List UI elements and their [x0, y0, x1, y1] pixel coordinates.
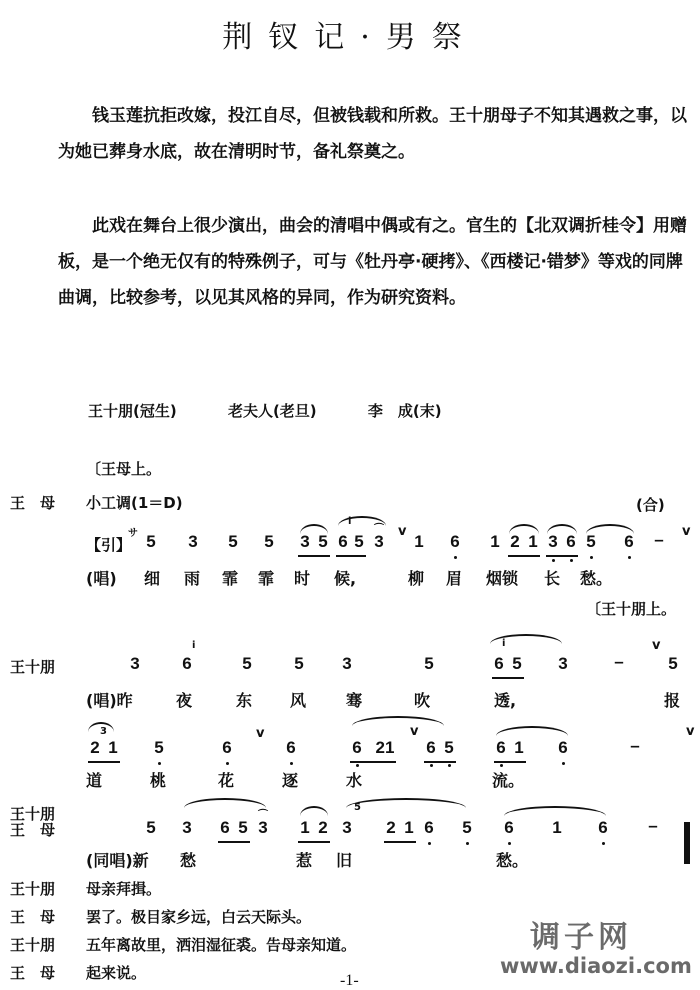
lyric: 水 — [346, 771, 363, 790]
low-octave-dot — [448, 764, 451, 767]
dash: – — [648, 816, 658, 835]
note: 1 — [300, 818, 310, 837]
intro-paragraph-2: 此戏在舞台上很少演出，曲会的清唱中偶或有之。官生的【北双调折桂令】用赠板，是一个绝无仅有的特殊例子，可与《牡丹亭·硬拷》、《西楼记·错梦》等戏的同牌曲调，比较参考，以见其风格的异同，作为研究资料。 — [58, 216, 687, 308]
cast-member: 老夫人(老旦) — [227, 402, 317, 420]
note: 5 — [242, 654, 252, 673]
note: 5 — [444, 738, 454, 757]
note: 1 — [414, 532, 424, 551]
note: 1 — [404, 818, 414, 837]
note: 6 — [222, 738, 232, 757]
dialog-line: 五年离故里，洒泪湿征裘。告母亲知道。 — [86, 936, 357, 954]
low-octave-dot — [356, 764, 359, 767]
low-octave-dot — [590, 556, 593, 559]
note: 5 — [318, 532, 328, 551]
lyric: 东 — [236, 691, 253, 710]
lyric: 骞 — [346, 691, 363, 710]
low-octave-dot — [428, 842, 431, 845]
dialog-role: 王十朋 — [10, 936, 56, 954]
underline — [350, 761, 396, 763]
lyric: (同唱)新 — [86, 851, 149, 870]
role-label: 王十朋 — [10, 658, 56, 676]
note: 6 — [338, 532, 348, 551]
underline — [88, 761, 120, 763]
note: 6 — [624, 532, 634, 551]
note: 3 — [182, 818, 192, 837]
low-octave-dot — [552, 559, 555, 562]
note: 6 — [504, 818, 514, 837]
note: 1 — [528, 532, 538, 551]
lyric: 旧 — [336, 851, 353, 870]
slur — [504, 806, 606, 816]
note: 1 — [108, 738, 118, 757]
slur — [300, 806, 328, 816]
underline — [494, 761, 526, 763]
slur — [352, 716, 444, 726]
breath-mark: v — [652, 638, 661, 653]
note: 5 — [354, 532, 364, 551]
lyric: 雨 — [184, 569, 201, 588]
underline — [298, 555, 330, 557]
grace-note: 3 — [100, 726, 107, 737]
lyric: 流。 — [492, 771, 525, 790]
underline — [546, 555, 578, 557]
breath-mark: v — [398, 524, 407, 539]
low-octave-dot — [158, 762, 161, 765]
slur — [300, 524, 328, 534]
note: 5 — [586, 532, 596, 551]
note: 3 — [558, 654, 568, 673]
note: 5 — [228, 532, 238, 551]
note: 3 — [258, 818, 268, 837]
note: 5 — [154, 738, 164, 757]
stage-direction: 〔王十朋上。 — [586, 600, 677, 618]
note: 5 — [424, 654, 434, 673]
low-octave-dot — [290, 762, 293, 765]
lyric: 夜 — [176, 691, 193, 710]
underline — [492, 677, 524, 679]
note: 3 — [374, 532, 384, 551]
lyric: 报 — [664, 691, 681, 710]
slur — [547, 524, 577, 534]
note: 5 — [668, 654, 678, 673]
lyric: 烟锁 — [486, 569, 519, 588]
note: 3 — [342, 818, 352, 837]
note: 2 — [386, 818, 396, 837]
lyric: 风 — [290, 691, 307, 710]
note: 5 — [238, 818, 248, 837]
underline — [298, 841, 330, 843]
underline — [218, 841, 250, 843]
lyric: 愁。 — [496, 851, 529, 870]
note: 1 — [514, 738, 524, 757]
note: 6 — [424, 818, 434, 837]
note: 6 — [494, 654, 504, 673]
lyric: 逐 — [282, 771, 299, 790]
watermark-url: www.diaozi.com — [500, 954, 692, 978]
note: 6 — [450, 532, 460, 551]
underline — [384, 841, 416, 843]
low-octave-dot — [508, 842, 511, 845]
low-octave-dot — [570, 559, 573, 562]
slur — [184, 798, 266, 808]
low-octave-dot — [628, 556, 631, 559]
cast-list — [88, 400, 488, 421]
lyric: 道 — [86, 771, 103, 790]
note: 3 — [130, 654, 140, 673]
dash: – — [614, 652, 624, 671]
lyric: 霏 — [222, 569, 239, 588]
note: 6 — [496, 738, 506, 757]
note: 5 — [512, 654, 522, 673]
role-label: 王 母 — [10, 494, 56, 512]
dialog-role: 王 母 — [10, 964, 56, 982]
lyric: 长 — [544, 569, 561, 588]
mark-he: (合) — [636, 496, 665, 514]
note: 6 — [426, 738, 436, 757]
note: 3 — [342, 654, 352, 673]
lyric: (唱) — [86, 569, 117, 588]
low-octave-dot — [430, 764, 433, 767]
note: 5 — [294, 654, 304, 673]
lyric: 愁 — [180, 851, 197, 870]
slur — [509, 524, 539, 534]
watermark-logo: 调子网 — [530, 920, 632, 955]
page-number: -1- — [340, 972, 359, 989]
dash: – — [630, 736, 640, 755]
low-octave-dot — [562, 762, 565, 765]
note: 5 — [146, 818, 156, 837]
stage-direction: 〔王母上。 — [86, 460, 162, 478]
lyric: 桃 — [150, 771, 167, 790]
dialog-role: 王 母 — [10, 908, 56, 926]
lyric: 柳 — [408, 569, 425, 588]
note: 5 — [146, 532, 156, 551]
note: 6 — [566, 532, 576, 551]
lyric: 时 — [294, 569, 311, 588]
grace-note: i — [192, 640, 196, 651]
lyric: 透, — [494, 691, 517, 710]
lyric: 候, — [334, 569, 357, 588]
lyric: 霏 — [258, 569, 275, 588]
note: 5 — [462, 818, 472, 837]
note: 21 — [375, 738, 395, 757]
breath-mark: v — [686, 724, 695, 739]
note: 1 — [490, 532, 500, 551]
lyric: 惹 — [296, 851, 313, 870]
lyric: 眉 — [446, 569, 463, 588]
slur — [346, 798, 466, 808]
lyric: 细 — [144, 569, 161, 588]
breath-mark: v — [410, 724, 419, 739]
underline — [424, 761, 456, 763]
lyric: 愁。 — [580, 569, 613, 588]
dialog-line: 母亲拜揖。 — [86, 880, 162, 898]
note: 3 — [188, 532, 198, 551]
intro-label: 【引】 — [86, 536, 132, 554]
dialog-role: 王十朋 — [10, 880, 56, 898]
cast-member: 李 成(末) — [367, 402, 442, 420]
dialog-line: 起来说。 — [86, 964, 147, 982]
slur — [496, 726, 568, 736]
intro-paragraph-1: 钱玉莲抗拒改嫁，投江自尽，但被钱载和所救。王十朋母子不知其遇救之事，以为她已葬身水底，故在清明时节，备礼祭奠之。 — [58, 106, 687, 162]
underline — [508, 555, 540, 557]
cast-member: 王十朋(冠生) — [88, 402, 177, 420]
fermata-icon: ⌒ — [374, 524, 384, 535]
low-octave-dot — [466, 842, 469, 845]
grace-note: 5 — [354, 802, 361, 813]
breath-mark: v — [682, 524, 691, 539]
low-octave-dot — [602, 842, 605, 845]
grace-note: i — [348, 516, 352, 527]
note: 2 — [510, 532, 520, 551]
note: 6 — [558, 738, 568, 757]
dialog-line: 罢了。极目家乡远，白云天际头。 — [86, 908, 312, 926]
breath-mark: v — [256, 726, 265, 741]
underline — [336, 555, 366, 557]
note: 6 — [220, 818, 230, 837]
note: 3 — [548, 532, 558, 551]
low-octave-dot — [226, 762, 229, 765]
grace-note: i — [502, 638, 506, 649]
note: 6 — [352, 738, 362, 757]
note: 5 — [264, 532, 274, 551]
key-signature: 小工调(1＝D) — [86, 494, 183, 512]
note: 1 — [552, 818, 562, 837]
note: 2 — [90, 738, 100, 757]
slur — [490, 634, 562, 644]
note: 6 — [598, 818, 608, 837]
slur — [586, 524, 634, 534]
note: 6 — [286, 738, 296, 757]
free-tempo-mark: サ — [128, 528, 138, 539]
low-octave-dot — [500, 764, 503, 767]
role-label: 王十朋 王 母 — [10, 805, 56, 839]
page-title: 荆钗记·男祭 — [222, 20, 478, 55]
lyric: 吹 — [414, 691, 431, 710]
low-octave-dot — [454, 556, 457, 559]
note: 2 — [318, 818, 328, 837]
final-barline — [684, 822, 690, 864]
dash: – — [654, 530, 664, 549]
note: 6 — [182, 654, 192, 673]
fermata-icon: ⌒ — [258, 810, 268, 821]
lyric: (唱)昨 — [86, 691, 133, 710]
note: 3 — [300, 532, 310, 551]
lyric: 花 — [218, 771, 235, 790]
